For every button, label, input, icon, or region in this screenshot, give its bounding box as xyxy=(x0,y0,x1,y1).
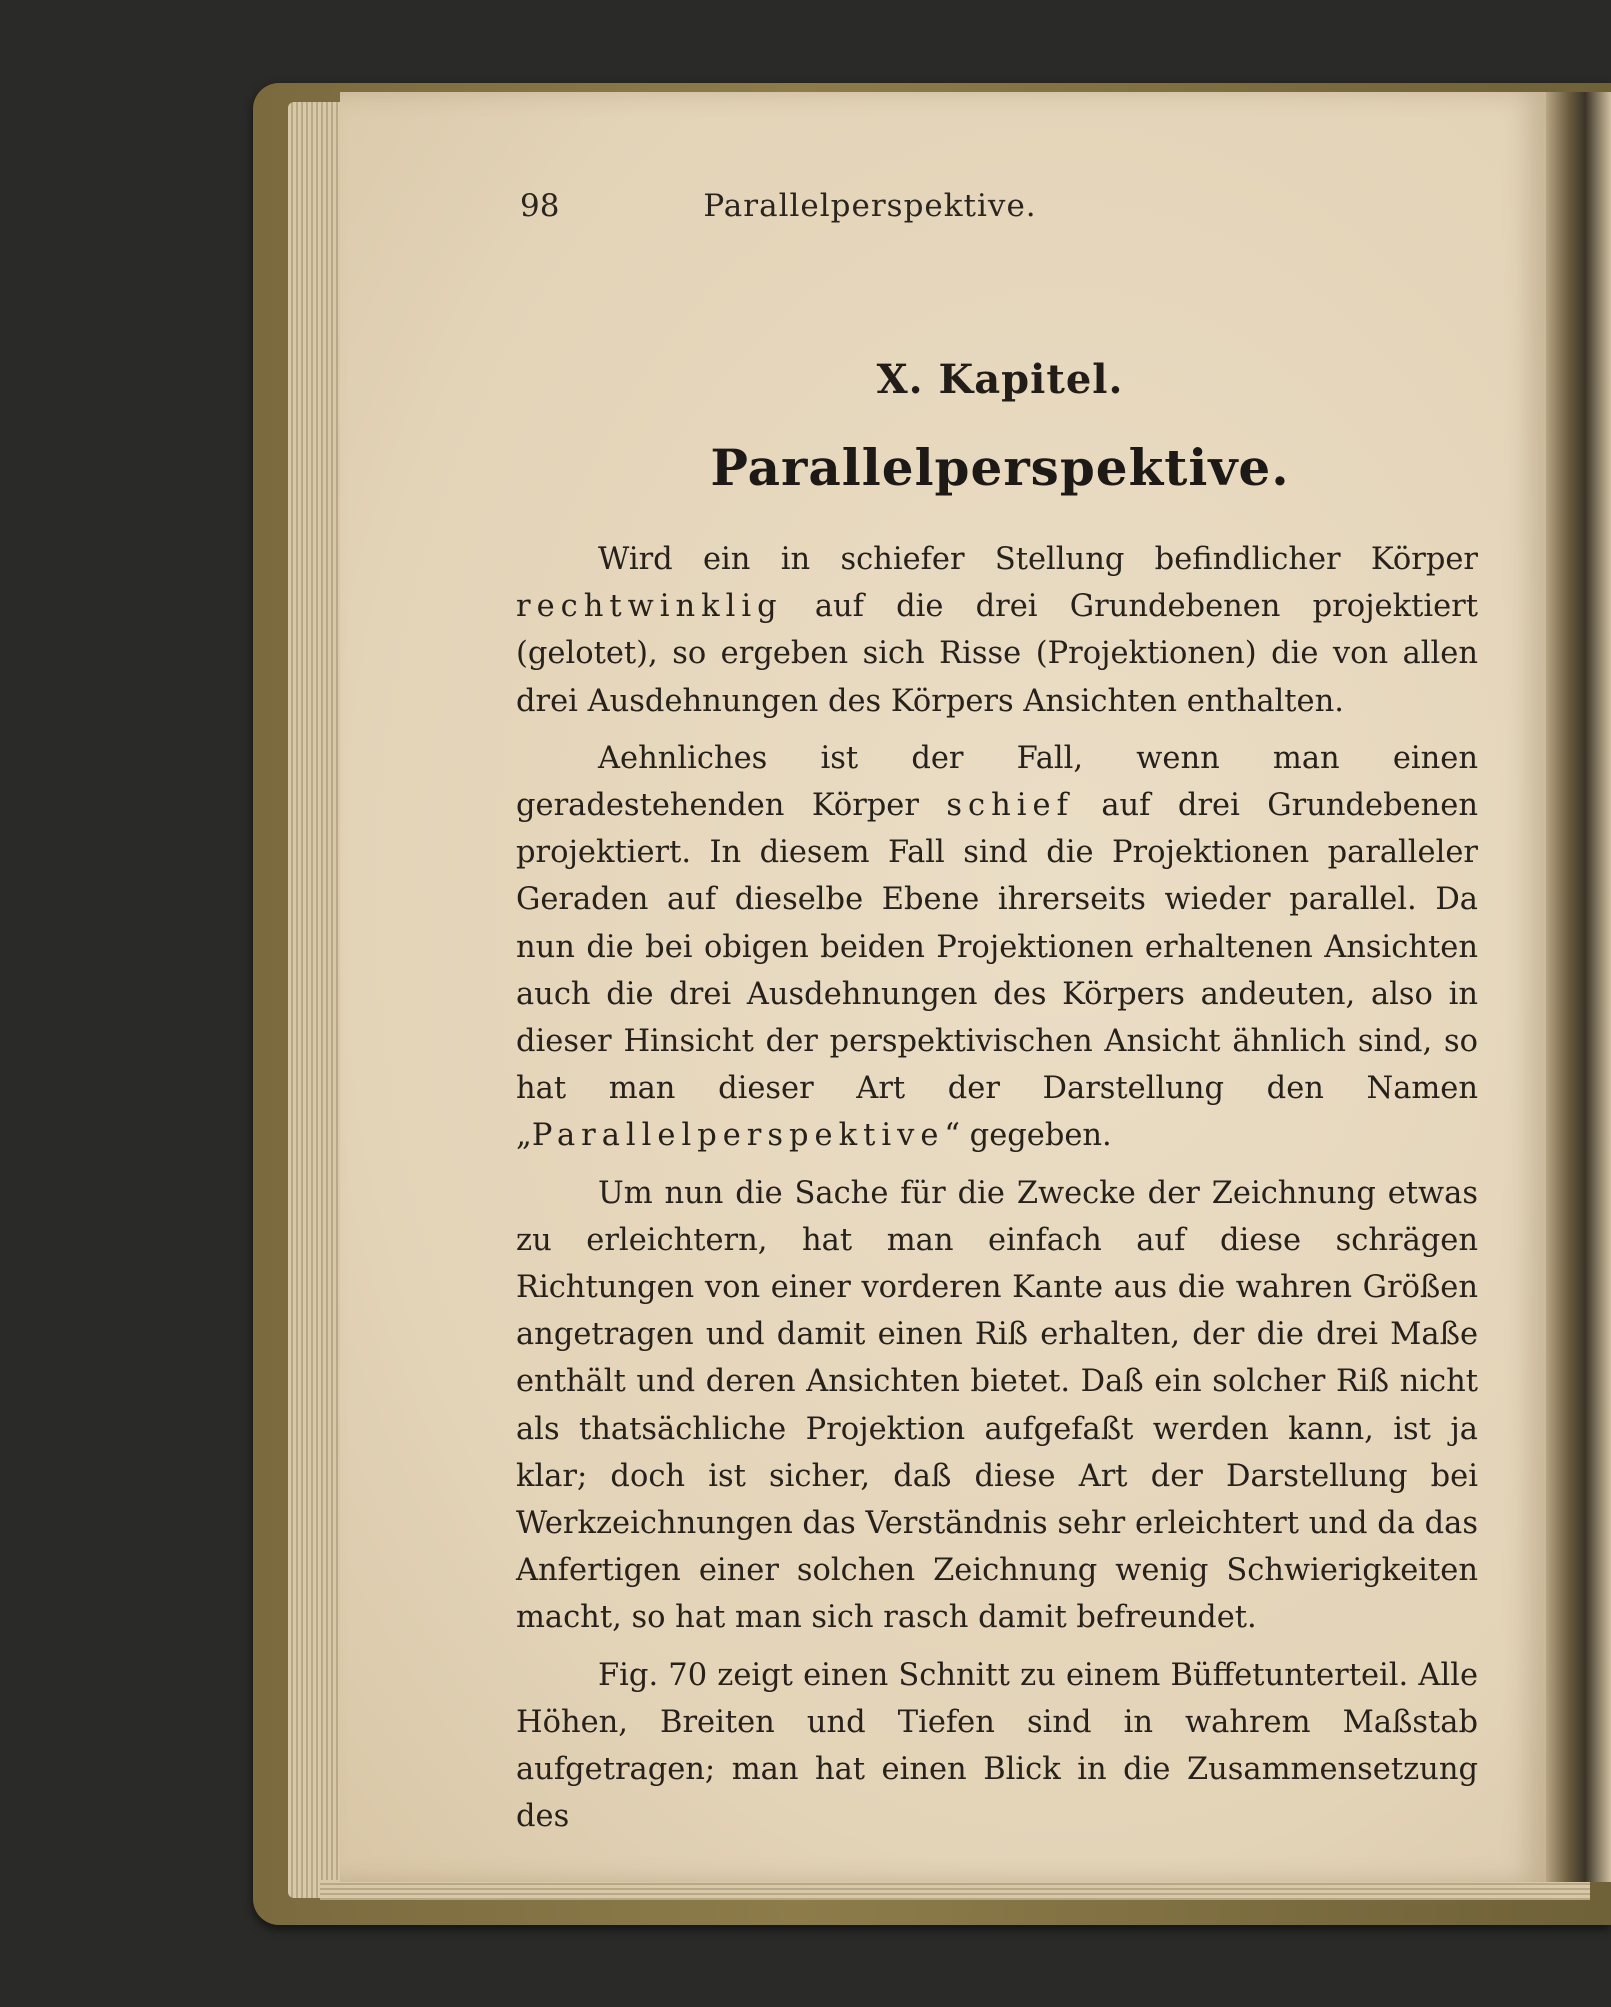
emphasis-rechtwinklig: rechtwinklig xyxy=(516,589,783,625)
emphasis-schief: schief xyxy=(946,788,1074,824)
paragraph-1-part-c: auf die drei Grundebenen projektiert (gelotet), so ergeben sich Risse (Projektionen) die von allen drei Ausdehnungen des Körpers Ansichten enthalten. xyxy=(516,589,1478,719)
paragraph-4: Fig. 70 zeigt einen Schnitt zu einem Büffetunterteil. Alle Höhen, Breiten und Tiefen sind in wahrem Maßstab aufgetragen; man hat einen Blick in die Zusammensetzung des xyxy=(516,1657,1478,1835)
chapter-heading: X. Kapitel. xyxy=(876,356,1124,403)
emphasis-parallelperspektive: Parallelperspektive xyxy=(531,1118,945,1154)
paragraph-2-part-e: “ gegeben. xyxy=(944,1118,1112,1154)
running-title: Parallelperspektive. xyxy=(703,188,1037,224)
paragraph-2-part-c: auf drei Grundebenen projektiert. In diesem Fall sind die Projektionen paralleler Geraden auf dieselbe Ebene ihrerseits wieder parallel. Da nun die bei obigen beiden Projektionen erhaltenen Ansichten auch die drei Ausdehnungen des Körpers andeuten, also in dieser Hinsicht der perspektivischen Ansicht ähnlich sind, so hat man dieser Art der Darstellung den Namen „ xyxy=(516,788,1478,1154)
paragraph-1-part-a: Wird ein in schiefer Stellung befindlicher Körper xyxy=(598,542,1478,577)
page-header xyxy=(520,188,1140,228)
paragraph-2 xyxy=(516,735,1478,1160)
page-number: 98 xyxy=(520,188,560,224)
page-bottom-edges xyxy=(320,1880,1590,1900)
book-gutter xyxy=(1546,92,1611,1882)
page-title: Parallelperspektive. xyxy=(710,438,1290,497)
paragraph-2-part-a: Aehnliches ist der Fall, wenn man einen geradestehenden Körper xyxy=(516,740,1478,824)
body-text xyxy=(516,536,1478,1850)
paragraph-3: Um nun die Sache für die Zwecke der Zeichnung etwas zu erleichtern, hat man einfach auf diese schrägen Richtungen von einer vorderen Kante aus die wahren Größen angetragen und damit einen Riß erhalten, der die drei Maße enthält und deren Ansichten bietet. Daß ein solcher Riß nicht als thatsächliche Projektion aufgefaßt werden kann, ist ja klar; doch ist sicher, daß diese Art der Darstellung bei Werkzeichnungen das Verständnis sehr erleichtert und da das Anfertigen einer solchen Zeichnung wenig Schwierigkeiten macht, so hat man sich rasch damit befreundet. xyxy=(516,1175,1478,1636)
paragraph-1 xyxy=(516,536,1478,725)
page-edges xyxy=(288,102,348,1898)
